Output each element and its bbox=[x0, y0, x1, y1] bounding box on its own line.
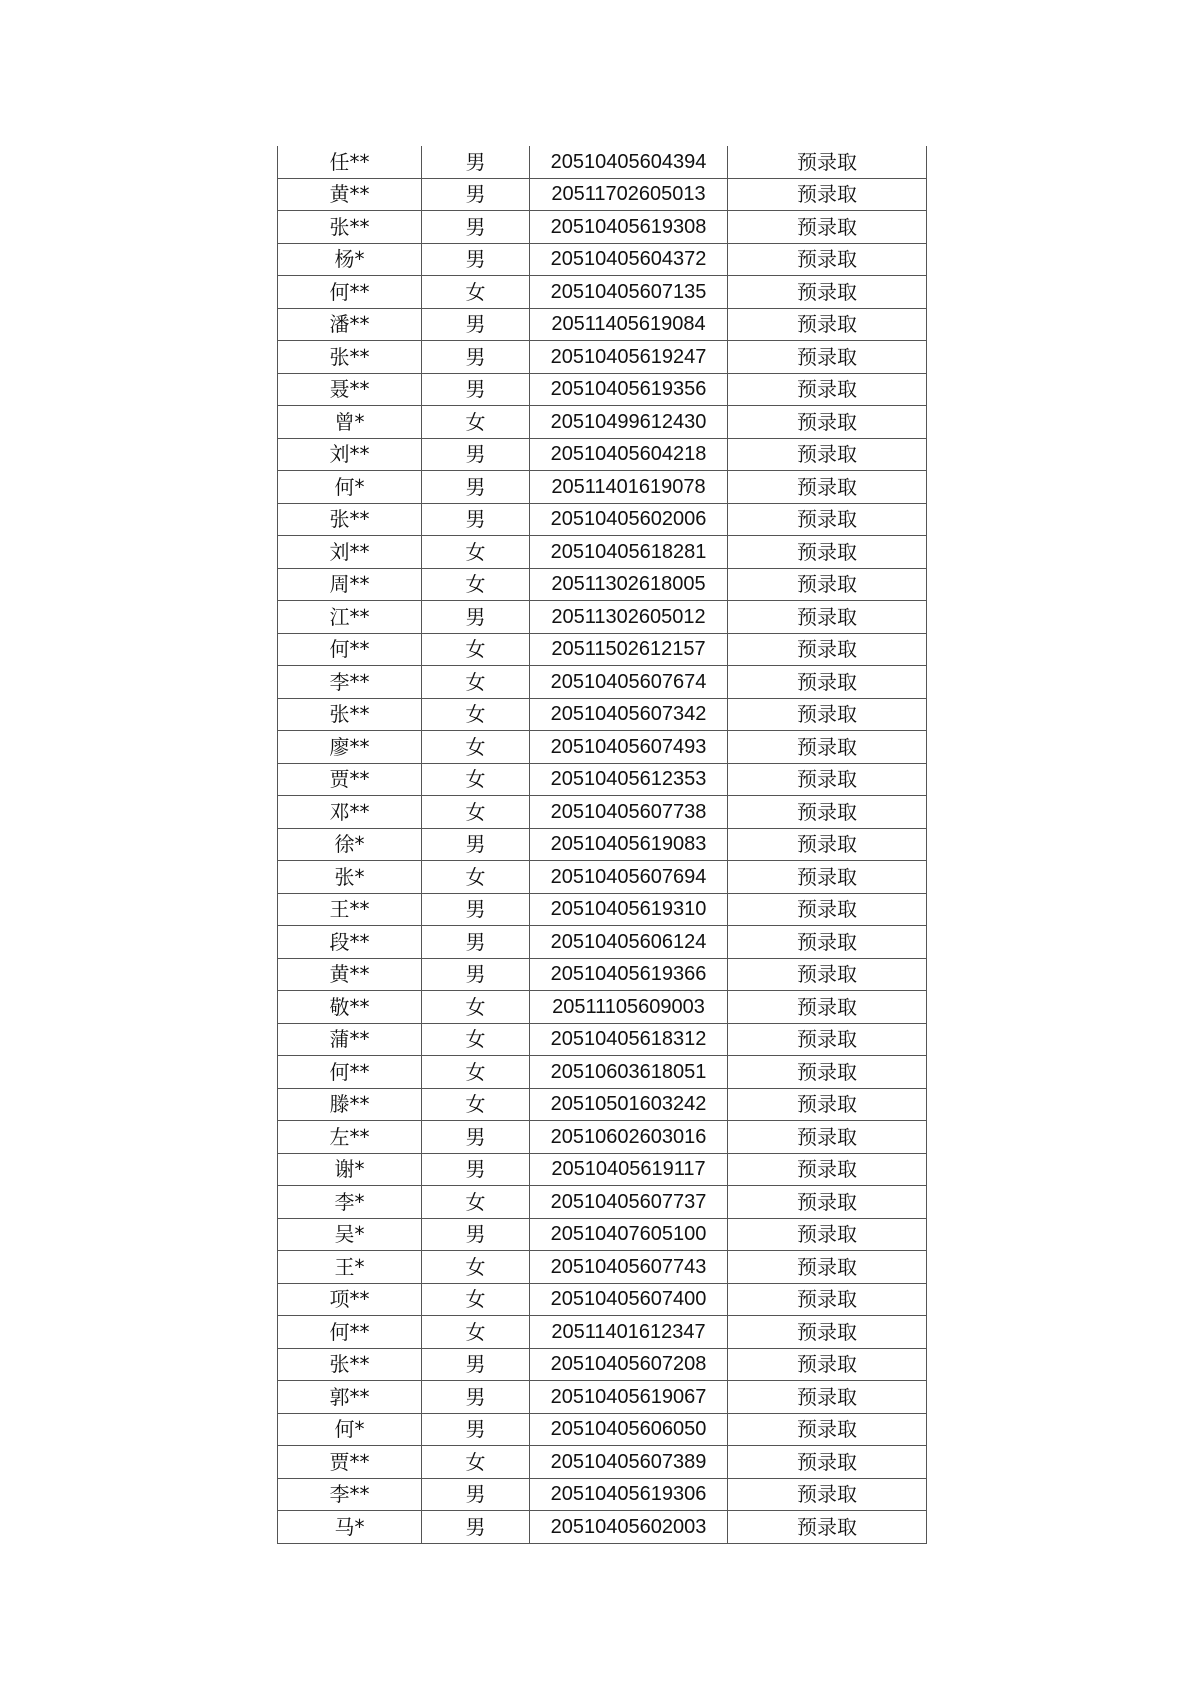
status-cell: 预录取 bbox=[728, 438, 927, 471]
status-cell: 预录取 bbox=[728, 536, 927, 569]
status-cell: 预录取 bbox=[728, 861, 927, 894]
table-row bbox=[278, 276, 927, 309]
table-row bbox=[278, 211, 927, 244]
gender-cell: 男 bbox=[422, 1478, 530, 1511]
exam-id-cell: 20510405619247 bbox=[530, 341, 728, 374]
name-cell: 王** bbox=[278, 893, 422, 926]
gender-cell: 男 bbox=[422, 373, 530, 406]
status-cell: 预录取 bbox=[728, 666, 927, 699]
table-row bbox=[278, 1153, 927, 1186]
gender-cell: 男 bbox=[422, 308, 530, 341]
name-cell: 任** bbox=[278, 146, 422, 178]
exam-id-cell: 20510405607694 bbox=[530, 861, 728, 894]
name-cell: 何** bbox=[278, 1316, 422, 1349]
status-cell: 预录取 bbox=[728, 503, 927, 536]
gender-cell: 男 bbox=[422, 1413, 530, 1446]
exam-id-cell: 20510405607738 bbox=[530, 796, 728, 829]
name-cell: 马* bbox=[278, 1511, 422, 1544]
name-cell: 滕** bbox=[278, 1088, 422, 1121]
status-cell: 预录取 bbox=[728, 146, 927, 178]
gender-cell: 女 bbox=[422, 568, 530, 601]
exam-id-cell: 20510405607342 bbox=[530, 698, 728, 731]
gender-cell: 女 bbox=[422, 991, 530, 1024]
table-row bbox=[278, 633, 927, 666]
table-row bbox=[278, 601, 927, 634]
table-row bbox=[278, 1381, 927, 1414]
table-row bbox=[278, 1283, 927, 1316]
gender-cell: 女 bbox=[422, 1088, 530, 1121]
name-cell: 刘** bbox=[278, 438, 422, 471]
table-row bbox=[278, 1088, 927, 1121]
status-cell: 预录取 bbox=[728, 341, 927, 374]
table-row bbox=[278, 536, 927, 569]
status-cell: 预录取 bbox=[728, 926, 927, 959]
status-cell: 预录取 bbox=[728, 958, 927, 991]
exam-id-cell: 20510499612430 bbox=[530, 406, 728, 439]
gender-cell: 男 bbox=[422, 438, 530, 471]
table-row bbox=[278, 1348, 927, 1381]
name-cell: 聂** bbox=[278, 373, 422, 406]
table-row bbox=[278, 471, 927, 504]
name-cell: 杨* bbox=[278, 243, 422, 276]
gender-cell: 男 bbox=[422, 146, 530, 178]
table-row bbox=[278, 893, 927, 926]
exam-id-cell: 20510405607208 bbox=[530, 1348, 728, 1381]
exam-id-cell: 20510405607389 bbox=[530, 1446, 728, 1479]
status-cell: 预录取 bbox=[728, 1348, 927, 1381]
name-cell: 何** bbox=[278, 1056, 422, 1089]
status-cell: 预录取 bbox=[728, 211, 927, 244]
status-cell: 预录取 bbox=[728, 1251, 927, 1284]
gender-cell: 女 bbox=[422, 1446, 530, 1479]
status-cell: 预录取 bbox=[728, 828, 927, 861]
status-cell: 预录取 bbox=[728, 1413, 927, 1446]
exam-id-cell: 20511702605013 bbox=[530, 178, 728, 211]
status-cell: 预录取 bbox=[728, 763, 927, 796]
table-row bbox=[278, 991, 927, 1024]
name-cell: 贾** bbox=[278, 1446, 422, 1479]
status-cell: 预录取 bbox=[728, 1088, 927, 1121]
table-row bbox=[278, 243, 927, 276]
gender-cell: 女 bbox=[422, 406, 530, 439]
name-cell: 邓** bbox=[278, 796, 422, 829]
gender-cell: 男 bbox=[422, 1511, 530, 1544]
exam-id-cell: 20510405602006 bbox=[530, 503, 728, 536]
gender-cell: 女 bbox=[422, 1283, 530, 1316]
gender-cell: 男 bbox=[422, 958, 530, 991]
name-cell: 张** bbox=[278, 503, 422, 536]
table-row bbox=[278, 146, 927, 178]
exam-id-cell: 20511401619078 bbox=[530, 471, 728, 504]
status-cell: 预录取 bbox=[728, 1056, 927, 1089]
status-cell: 预录取 bbox=[728, 1511, 927, 1544]
gender-cell: 男 bbox=[422, 211, 530, 244]
table-row bbox=[278, 1186, 927, 1219]
exam-id-cell: 20510405606124 bbox=[530, 926, 728, 959]
status-cell: 预录取 bbox=[728, 308, 927, 341]
table-row bbox=[278, 1218, 927, 1251]
exam-id-cell: 20510405618312 bbox=[530, 1023, 728, 1056]
exam-id-cell: 20511405619084 bbox=[530, 308, 728, 341]
name-cell: 李** bbox=[278, 1478, 422, 1511]
name-cell: 李* bbox=[278, 1186, 422, 1219]
status-cell: 预录取 bbox=[728, 1446, 927, 1479]
gender-cell: 男 bbox=[422, 601, 530, 634]
gender-cell: 男 bbox=[422, 926, 530, 959]
status-cell: 预录取 bbox=[728, 698, 927, 731]
gender-cell: 男 bbox=[422, 1348, 530, 1381]
gender-cell: 男 bbox=[422, 341, 530, 374]
gender-cell: 男 bbox=[422, 1153, 530, 1186]
gender-cell: 女 bbox=[422, 1186, 530, 1219]
table-row bbox=[278, 958, 927, 991]
exam-id-cell: 20510405619366 bbox=[530, 958, 728, 991]
table-row bbox=[278, 178, 927, 211]
gender-cell: 女 bbox=[422, 861, 530, 894]
status-cell: 预录取 bbox=[728, 373, 927, 406]
gender-cell: 女 bbox=[422, 276, 530, 309]
table-row bbox=[278, 1478, 927, 1511]
status-cell: 预录取 bbox=[728, 796, 927, 829]
status-cell: 预录取 bbox=[728, 1316, 927, 1349]
table-row bbox=[278, 1121, 927, 1154]
exam-id-cell: 20510501603242 bbox=[530, 1088, 728, 1121]
table-row bbox=[278, 1056, 927, 1089]
table-row bbox=[278, 1511, 927, 1544]
exam-id-cell: 20510405618281 bbox=[530, 536, 728, 569]
exam-id-cell: 20510405619308 bbox=[530, 211, 728, 244]
status-cell: 预录取 bbox=[728, 1283, 927, 1316]
exam-id-cell: 20510405607135 bbox=[530, 276, 728, 309]
name-cell: 周** bbox=[278, 568, 422, 601]
exam-id-cell: 20510405606050 bbox=[530, 1413, 728, 1446]
status-cell: 预录取 bbox=[728, 633, 927, 666]
table-row bbox=[278, 698, 927, 731]
name-cell: 廖** bbox=[278, 731, 422, 764]
table-row bbox=[278, 763, 927, 796]
gender-cell: 男 bbox=[422, 893, 530, 926]
status-cell: 预录取 bbox=[728, 1478, 927, 1511]
exam-id-cell: 20511105609003 bbox=[530, 991, 728, 1024]
name-cell: 张** bbox=[278, 341, 422, 374]
gender-cell: 男 bbox=[422, 1218, 530, 1251]
exam-id-cell: 20510405607400 bbox=[530, 1283, 728, 1316]
name-cell: 段** bbox=[278, 926, 422, 959]
exam-id-cell: 20510407605100 bbox=[530, 1218, 728, 1251]
gender-cell: 男 bbox=[422, 178, 530, 211]
gender-cell: 男 bbox=[422, 503, 530, 536]
gender-cell: 女 bbox=[422, 1023, 530, 1056]
exam-id-cell: 20510405619310 bbox=[530, 893, 728, 926]
table-row bbox=[278, 666, 927, 699]
status-cell: 预录取 bbox=[728, 601, 927, 634]
table-row bbox=[278, 1446, 927, 1479]
admission-table bbox=[277, 146, 927, 1544]
exam-id-cell: 20511302605012 bbox=[530, 601, 728, 634]
name-cell: 蒲** bbox=[278, 1023, 422, 1056]
status-cell: 预录取 bbox=[728, 893, 927, 926]
exam-id-cell: 20510405612353 bbox=[530, 763, 728, 796]
table-row bbox=[278, 503, 927, 536]
gender-cell: 女 bbox=[422, 1056, 530, 1089]
name-cell: 李** bbox=[278, 666, 422, 699]
table-row bbox=[278, 308, 927, 341]
gender-cell: 男 bbox=[422, 1121, 530, 1154]
exam-id-cell: 20510405604394 bbox=[530, 146, 728, 178]
name-cell: 张* bbox=[278, 861, 422, 894]
exam-id-cell: 20510405602003 bbox=[530, 1511, 728, 1544]
exam-id-cell: 20510405604372 bbox=[530, 243, 728, 276]
gender-cell: 女 bbox=[422, 536, 530, 569]
name-cell: 何* bbox=[278, 471, 422, 504]
exam-id-cell: 20510603618051 bbox=[530, 1056, 728, 1089]
name-cell: 何** bbox=[278, 276, 422, 309]
name-cell: 何** bbox=[278, 633, 422, 666]
table-row bbox=[278, 861, 927, 894]
status-cell: 预录取 bbox=[728, 568, 927, 601]
name-cell: 敬** bbox=[278, 991, 422, 1024]
exam-id-cell: 20510405607743 bbox=[530, 1251, 728, 1284]
table-row bbox=[278, 926, 927, 959]
table-row bbox=[278, 1023, 927, 1056]
status-cell: 预录取 bbox=[728, 1121, 927, 1154]
status-cell: 预录取 bbox=[728, 406, 927, 439]
name-cell: 张** bbox=[278, 1348, 422, 1381]
gender-cell: 女 bbox=[422, 698, 530, 731]
name-cell: 谢* bbox=[278, 1153, 422, 1186]
table-row bbox=[278, 1251, 927, 1284]
gender-cell: 女 bbox=[422, 666, 530, 699]
status-cell: 预录取 bbox=[728, 471, 927, 504]
exam-id-cell: 20510405604218 bbox=[530, 438, 728, 471]
status-cell: 预录取 bbox=[728, 1023, 927, 1056]
name-cell: 何* bbox=[278, 1413, 422, 1446]
exam-id-cell: 20510405619356 bbox=[530, 373, 728, 406]
name-cell: 王* bbox=[278, 1251, 422, 1284]
exam-id-cell: 20510405607674 bbox=[530, 666, 728, 699]
exam-id-cell: 20510405607493 bbox=[530, 731, 728, 764]
status-cell: 预录取 bbox=[728, 276, 927, 309]
gender-cell: 男 bbox=[422, 471, 530, 504]
table-row bbox=[278, 828, 927, 861]
gender-cell: 男 bbox=[422, 828, 530, 861]
name-cell: 江** bbox=[278, 601, 422, 634]
status-cell: 预录取 bbox=[728, 178, 927, 211]
gender-cell: 女 bbox=[422, 1251, 530, 1284]
status-cell: 预录取 bbox=[728, 1218, 927, 1251]
exam-id-cell: 20510405619306 bbox=[530, 1478, 728, 1511]
name-cell: 项** bbox=[278, 1283, 422, 1316]
exam-id-cell: 20511502612157 bbox=[530, 633, 728, 666]
gender-cell: 女 bbox=[422, 731, 530, 764]
status-cell: 预录取 bbox=[728, 1381, 927, 1414]
name-cell: 吴* bbox=[278, 1218, 422, 1251]
name-cell: 郭** bbox=[278, 1381, 422, 1414]
name-cell: 徐* bbox=[278, 828, 422, 861]
status-cell: 预录取 bbox=[728, 731, 927, 764]
exam-id-cell: 20510405619083 bbox=[530, 828, 728, 861]
name-cell: 黄** bbox=[278, 178, 422, 211]
table-row bbox=[278, 406, 927, 439]
exam-id-cell: 20511302618005 bbox=[530, 568, 728, 601]
name-cell: 黄** bbox=[278, 958, 422, 991]
table-row bbox=[278, 568, 927, 601]
table-row bbox=[278, 438, 927, 471]
gender-cell: 男 bbox=[422, 243, 530, 276]
name-cell: 刘** bbox=[278, 536, 422, 569]
name-cell: 左** bbox=[278, 1121, 422, 1154]
name-cell: 潘** bbox=[278, 308, 422, 341]
gender-cell: 女 bbox=[422, 1316, 530, 1349]
status-cell: 预录取 bbox=[728, 991, 927, 1024]
gender-cell: 女 bbox=[422, 796, 530, 829]
status-cell: 预录取 bbox=[728, 1186, 927, 1219]
gender-cell: 女 bbox=[422, 633, 530, 666]
exam-id-cell: 20510405619067 bbox=[530, 1381, 728, 1414]
status-cell: 预录取 bbox=[728, 1153, 927, 1186]
table-row bbox=[278, 373, 927, 406]
name-cell: 张** bbox=[278, 698, 422, 731]
gender-cell: 女 bbox=[422, 763, 530, 796]
exam-id-cell: 20510602603016 bbox=[530, 1121, 728, 1154]
name-cell: 张** bbox=[278, 211, 422, 244]
table-row bbox=[278, 341, 927, 374]
name-cell: 贾** bbox=[278, 763, 422, 796]
table-row bbox=[278, 796, 927, 829]
table-row bbox=[278, 731, 927, 764]
admission-table-body bbox=[278, 146, 927, 1543]
exam-id-cell: 20511401612347 bbox=[530, 1316, 728, 1349]
name-cell: 曾* bbox=[278, 406, 422, 439]
exam-id-cell: 20510405607737 bbox=[530, 1186, 728, 1219]
gender-cell: 男 bbox=[422, 1381, 530, 1414]
table-row bbox=[278, 1413, 927, 1446]
table-row bbox=[278, 1316, 927, 1349]
status-cell: 预录取 bbox=[728, 243, 927, 276]
exam-id-cell: 20510405619117 bbox=[530, 1153, 728, 1186]
